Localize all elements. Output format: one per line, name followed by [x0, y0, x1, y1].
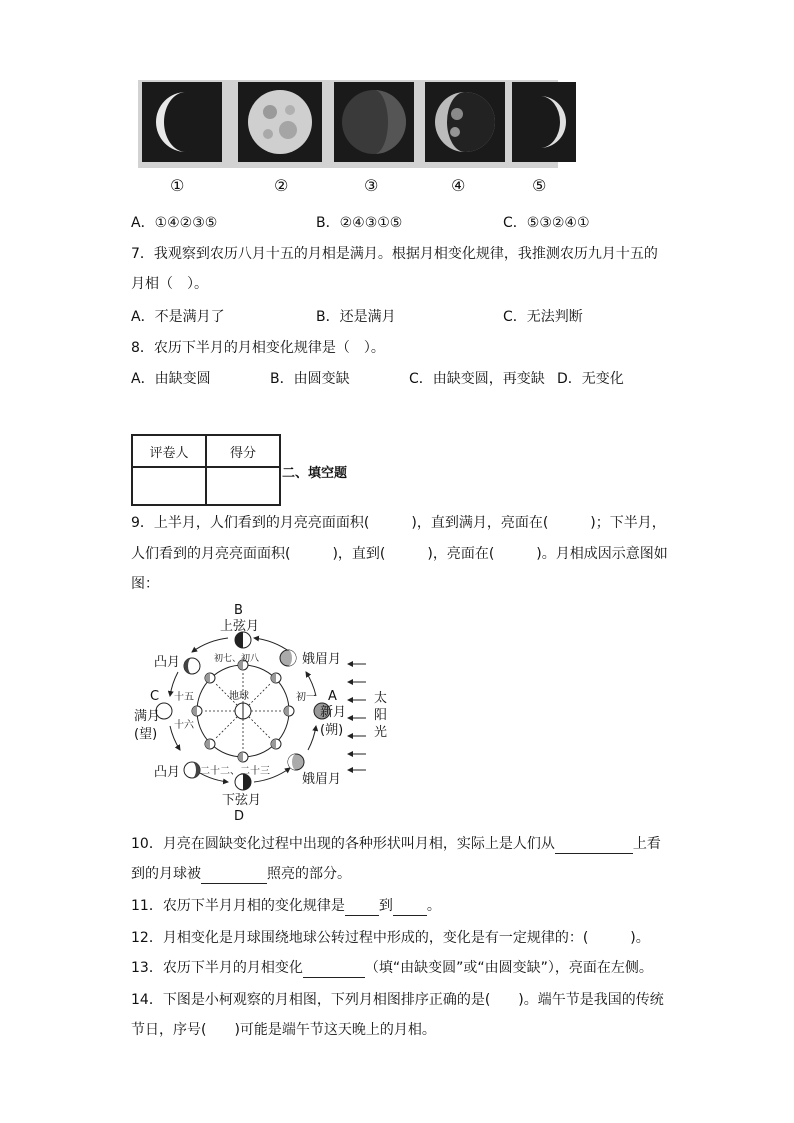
score-table [131, 434, 281, 506]
q6-option-b[interactable]: B．②④③①⑤ [316, 215, 403, 231]
moon-photo-4 [425, 82, 505, 162]
label-chuqi-chuba: 初七、初八 [214, 654, 260, 664]
q11-blank-2[interactable] [393, 899, 427, 916]
q10-blank-2[interactable] [201, 867, 267, 884]
q10-line1 [131, 834, 661, 854]
q10-text-d: 照亮的部分。 [267, 866, 351, 882]
moon-photo-1 [142, 82, 222, 162]
q6-option-c[interactable]: C．⑤③②④① [503, 215, 590, 231]
label-shangxian: 上弦月 [220, 619, 260, 634]
photo-number-1: ① [170, 176, 185, 195]
moon-photo-5 [512, 82, 576, 162]
q14-line1: 14．下图是小柯观察的月相图，下列月相图排序正确的是( )。端午节是我国的传统 [131, 992, 664, 1008]
label-diqiu: 地球 [229, 691, 249, 702]
q7-stem-line1: 7．我观察到农历八月十五的月相是满月。根据月相变化规律，我推测农历九月十五的 [131, 246, 658, 262]
q13-blank[interactable] [303, 961, 365, 978]
q8-option-b[interactable]: B．由圆变缺 [270, 371, 350, 387]
q11-text-a: 11．农历下半月月相的变化规律是 [131, 898, 345, 914]
label-guang: 光 [374, 725, 388, 740]
q10-text-b: 上看 [632, 836, 661, 852]
q6-option-a[interactable]: A．①④②③⑤ [131, 215, 218, 231]
label-xinyue: 新月 [320, 705, 347, 720]
score-cell[interactable] [206, 467, 280, 505]
q8-option-d[interactable]: D．无变化 [557, 371, 624, 387]
q7-option-b[interactable]: B．还是满月 [316, 309, 396, 325]
photo-number-2: ② [274, 176, 289, 195]
q8-option-c[interactable]: C．由缺变圆，再变缺 [409, 371, 545, 387]
q8-stem: 8．农历下半月的月相变化规律是（ ）。 [131, 340, 385, 356]
q10-line2 [131, 864, 351, 884]
label-tumoon-top: 凸月 [154, 655, 181, 670]
q13-text-b: （填“由缺变圆”或“由圆变缺”），亮面在左侧。 [364, 960, 653, 976]
q7-stem-line2: 月相（ ）。 [131, 276, 208, 292]
q9-line2: 人们看到的月亮亮面面积( )，直到( )，亮面在( )。月相成因示意图如 [131, 546, 668, 562]
label-wang: (望) [134, 727, 158, 742]
label-shiwu: 十五 [174, 692, 194, 703]
q8-option-a[interactable]: A．由缺变圆 [131, 371, 211, 387]
label-emei-top: 娥眉月 [302, 652, 342, 667]
q10-text-c: 到的月球被 [131, 866, 201, 882]
label-a: A [328, 689, 337, 704]
q13-line [131, 958, 653, 978]
sunlight-arrows [348, 664, 366, 770]
grader-header: 评卷人 [132, 435, 206, 467]
label-chuyi: 初一 [296, 692, 316, 703]
q13-text-a: 13．农历下半月的月相变化 [131, 960, 303, 976]
moon-photo-3 [334, 82, 414, 162]
photo-number-3: ③ [364, 176, 379, 195]
label-c: C [150, 689, 160, 704]
q10-blank-1[interactable] [555, 837, 633, 854]
moon-photo-strip [138, 80, 558, 168]
label-b: B [234, 603, 243, 618]
q11-line [131, 896, 441, 916]
label-ershisan: 二十二、二十三 [200, 766, 270, 777]
q11-text-c: 。 [426, 898, 441, 914]
grader-cell[interactable] [132, 467, 206, 505]
q9-line3: 图： [131, 576, 159, 592]
q7-option-a[interactable]: A．不是满月了 [131, 309, 225, 325]
q14-line2: 节日，序号( )可能是端午节这天晚上的月相。 [131, 1022, 436, 1038]
q12-line: 12．月相变化是月球围绕地球公转过程中形成的，变化是有一定规律的：( )。 [131, 930, 650, 946]
label-xiaxian: 下弦月 [222, 793, 262, 808]
section-title: 二、填空题 [282, 466, 348, 481]
score-header: 得分 [206, 435, 280, 467]
label-shuo: (朔) [320, 723, 344, 738]
label-tumoon-bottom: 凸月 [154, 765, 181, 780]
q11-text-b: 到 [378, 898, 393, 914]
label-shiliu: 十六 [174, 720, 194, 731]
label-yang: 阳 [374, 708, 388, 723]
photo-number-5: ⑤ [532, 176, 547, 195]
q9-line1: 9．上半月，人们看到的月亮亮面面积( )，直到满月，亮面在( )；下半月， [131, 515, 666, 531]
label-d: D [234, 809, 245, 824]
label-emei-bottom: 娥眉月 [302, 772, 342, 787]
label-manyue: 满月 [134, 709, 161, 724]
q10-text-a: 10．月亮在圆缺变化过程中出现的各种形状叫月相，实际上是人们从 [131, 836, 555, 852]
label-tai: 太 [374, 691, 388, 706]
moon-photo-2 [238, 82, 322, 162]
q7-option-c[interactable]: C．无法判断 [503, 309, 583, 325]
moon-phase-diagram [130, 600, 400, 825]
q11-blank-1[interactable] [345, 899, 379, 916]
photo-number-4: ④ [451, 176, 466, 195]
